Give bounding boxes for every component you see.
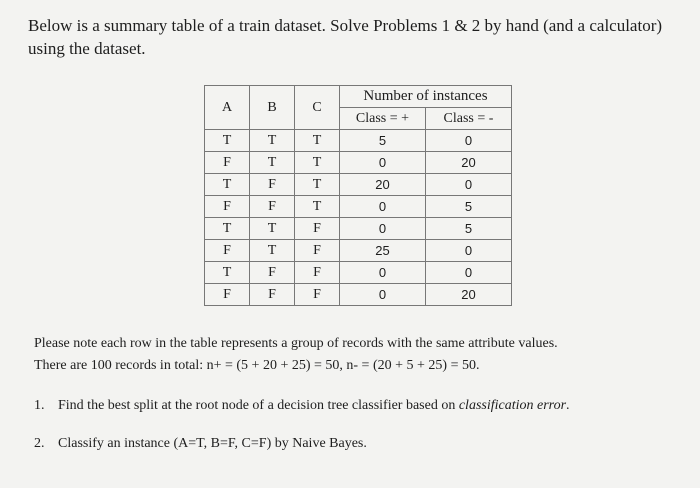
table-cell-a: F bbox=[205, 196, 250, 218]
column-header-a: A bbox=[205, 86, 250, 130]
column-header-c: C bbox=[295, 86, 340, 130]
intro-text: Below is a summary table of a train dataset. Solve Problems 1 & 2 by hand (and a calculator) using the dataset. bbox=[28, 16, 663, 58]
table-cell-b: T bbox=[250, 240, 295, 262]
table-row bbox=[205, 218, 512, 240]
problem-2 bbox=[34, 436, 679, 452]
table-cell-c: T bbox=[295, 196, 340, 218]
problem-2-text: Classify an instance (A=T, B=F, C=F) by Naive Bayes. bbox=[58, 436, 367, 451]
note-line-1: Please note each row in the table represents a group of records with the same attribute values. bbox=[34, 336, 558, 351]
table-cell-a: T bbox=[205, 262, 250, 284]
table-cell-neg: 20 bbox=[426, 284, 512, 306]
table-cell-a: F bbox=[205, 240, 250, 262]
table-cell-c: F bbox=[295, 218, 340, 240]
note-text bbox=[34, 333, 679, 377]
table-cell-a: T bbox=[205, 174, 250, 196]
table-row bbox=[205, 174, 512, 196]
table-cell-c: T bbox=[295, 174, 340, 196]
table-cell-neg: 20 bbox=[426, 152, 512, 174]
table-cell-b: T bbox=[250, 130, 295, 152]
table-cell-a: F bbox=[205, 152, 250, 174]
table-cell-c: F bbox=[295, 262, 340, 284]
table-cell-a: T bbox=[205, 218, 250, 240]
problem-1-end: . bbox=[566, 398, 570, 413]
problem-1-number: 1. bbox=[34, 398, 45, 413]
table-cell-c: T bbox=[295, 130, 340, 152]
table-cell-a: F bbox=[205, 284, 250, 306]
note-line-2: There are 100 records in total: n+ = (5 + 20 + 25) = 50, n- = (20 + 5 + 25) = 50. bbox=[34, 358, 480, 373]
table-cell-c: F bbox=[295, 240, 340, 262]
table-cell-pos: 0 bbox=[340, 196, 426, 218]
table-row bbox=[205, 152, 512, 174]
table-cell-pos: 25 bbox=[340, 240, 426, 262]
class-negative-header: Class = - bbox=[426, 108, 512, 130]
table-row bbox=[205, 284, 512, 306]
table-cell-a: T bbox=[205, 130, 250, 152]
class-positive-header: Class = + bbox=[340, 108, 426, 130]
table-cell-neg: 5 bbox=[426, 196, 512, 218]
summary-table bbox=[204, 85, 512, 306]
table-cell-pos: 0 bbox=[340, 284, 426, 306]
table-cell-neg: 0 bbox=[426, 262, 512, 284]
table-cell-b: F bbox=[250, 284, 295, 306]
table-cell-c: T bbox=[295, 152, 340, 174]
table-cell-b: F bbox=[250, 262, 295, 284]
table-cell-neg: 0 bbox=[426, 174, 512, 196]
table-cell-b: T bbox=[250, 152, 295, 174]
table-cell-neg: 5 bbox=[426, 218, 512, 240]
column-header-b: B bbox=[250, 86, 295, 130]
table-cell-b: F bbox=[250, 174, 295, 196]
table-row bbox=[205, 130, 512, 152]
problem-1-text: Find the best split at the root node of a decision tree classifier based on bbox=[58, 398, 459, 413]
table-row bbox=[205, 262, 512, 284]
table-cell-neg: 0 bbox=[426, 130, 512, 152]
instances-group-header: Number of instances bbox=[340, 86, 512, 108]
table-body bbox=[205, 130, 512, 306]
table-cell-pos: 0 bbox=[340, 262, 426, 284]
table-row bbox=[205, 196, 512, 218]
table-cell-pos: 0 bbox=[340, 152, 426, 174]
problem-2-number: 2. bbox=[34, 436, 45, 451]
table-cell-b: T bbox=[250, 218, 295, 240]
table-row bbox=[205, 240, 512, 262]
table-cell-pos: 20 bbox=[340, 174, 426, 196]
table-cell-neg: 0 bbox=[426, 240, 512, 262]
table-cell-c: F bbox=[295, 284, 340, 306]
table-cell-pos: 5 bbox=[340, 130, 426, 152]
problem-1-emphasis: classification error bbox=[458, 398, 567, 413]
dataset-table bbox=[204, 85, 512, 306]
problem-list bbox=[34, 398, 679, 474]
table-cell-pos: 0 bbox=[340, 218, 426, 240]
problem-1 bbox=[34, 398, 679, 414]
table-cell-b: F bbox=[250, 196, 295, 218]
